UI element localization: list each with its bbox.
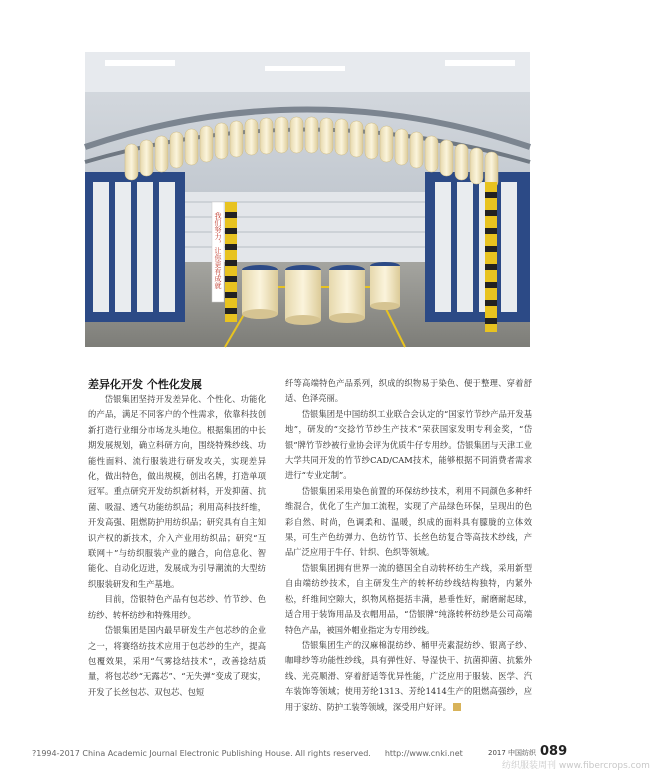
end-of-article-icon bbox=[453, 703, 461, 711]
right-column bbox=[285, 376, 532, 715]
page-number: 089 bbox=[540, 744, 568, 759]
cnki-link[interactable]: http://www.cnki.net bbox=[384, 749, 463, 758]
watermark: 纺织服装周刊 www.fibercrops.com bbox=[502, 761, 650, 771]
paragraph: 岱银集团是中国纺织工业联合会认定的“国家竹节纱产品开发基地”，研发的“交捻竹节纱生产技术”荣获国家发明专利金奖，“岱银”牌竹节纱被行业协会评为优质牛仔专用纱。岱银集团与天津工业大学共同开发的竹节纱CAD/CAM技术，能够根据不同消费者需求进行“专业定制”。 bbox=[285, 408, 532, 481]
section-heading: 差异化开发 个性化发展 bbox=[88, 378, 202, 391]
left-column bbox=[88, 392, 266, 700]
paragraph: 岱银集团拥有世界一流的德国全自动转杯纺生产线，采用新型自由端纺纱技术，自主研发生产的转杯纺纱线结构独特，内紧外松，纤维间空隙大，织物风格挺括丰满，悬垂性好，耐磨耐起球，适合用于装饰用品及衣帽用品，“岱银牌”纯涤转杯纺纱是公司高端特色产品，被国外帽业指定为专用纱线。 bbox=[285, 562, 532, 635]
paragraph bbox=[285, 638, 532, 715]
factory-sign: 我们努力，让你更有成就 bbox=[214, 212, 222, 289]
journal-ident: 2017 中国纺织 bbox=[488, 749, 537, 757]
paragraph: 岱银集团坚持开发差异化、个性化、功能化的产品，满足不同客户的个性需求，依靠科技创新打造行业细分市场龙头地位。根据集团的中长期发展规划，确立科研方向，围绕特殊纱线、功能性面料、流行服装进行研发攻关，实现差异化，做出特色，做出规模，创出名牌，打造单项冠军。重点研究开发纺织新材料，开发抑菌、抗菌、吸湿、透气功能纺织品；利用高科技纤维，开发高强、阻燃防护用纺织品；研究具有自主知识产权的新技术，介入产业用纺织品；研究“互联网＋”与纺织服装产业的融合，向信息化、智能化、自动化迈进，发展成为引导潮流的大型纺织服装研发和生产基地。 bbox=[88, 394, 266, 589]
factory-photo bbox=[85, 52, 530, 347]
last-paragraph-text: 岱银集团生产的汉麻棉混纺纱、桶甲壳素混纺纱、银离子纱、咖啡纱等功能性纱线，具有弹性好、导湿快干、抗菌抑菌、抗紫外线、光亮顺滑、穿着舒适等优异性能，广泛应用于服装、医学、汽车装饰等领域；使用芳纶1313、芳纶1414生产的阻燃高强纱，应用于家纺、防护工装等领域，深受用户好评。 bbox=[285, 639, 532, 712]
paragraph: 目前，岱银特色产品有包芯纱、竹节纱、色纺纱、转杯纺纱和特殊用纱。 bbox=[88, 594, 266, 620]
paragraph: 岱银集团采用染色前置的环保纺纱技术，利用不同颜色多种纤维混合，优化了生产加工流程，实现了产品绿色环保，呈现出的色彩自然、时尚，色调柔和、温暖，织成的面料具有朦胧的立体效果，可生产色纺弹力、色纺竹节、长丝色纺复合等高技术纱线，产品广泛应用于牛仔、针织、色织等领域。 bbox=[285, 485, 532, 558]
paragraph: 岱银集团是国内最早研发生产包芯纱的企业之一，将赛络纺技术应用于包芯纱的生产，提高包覆效果，采用“气雾捻结技术”，改善捻结质量，将包芯纱“无露芯”、“无失弹”变成了现实，开发了长丝包芯、双包芯、包短 bbox=[88, 625, 266, 697]
copyright-text: ?1994-2017 China Academic Journal Electronic Publishing House. All rights reserved. bbox=[32, 749, 371, 758]
paragraph-continuation: 纤等高端特色产品系列，织成的织物易于染色、便于整理、穿着舒适、色泽亮丽。 bbox=[285, 378, 532, 404]
copyright-footer bbox=[32, 749, 463, 758]
